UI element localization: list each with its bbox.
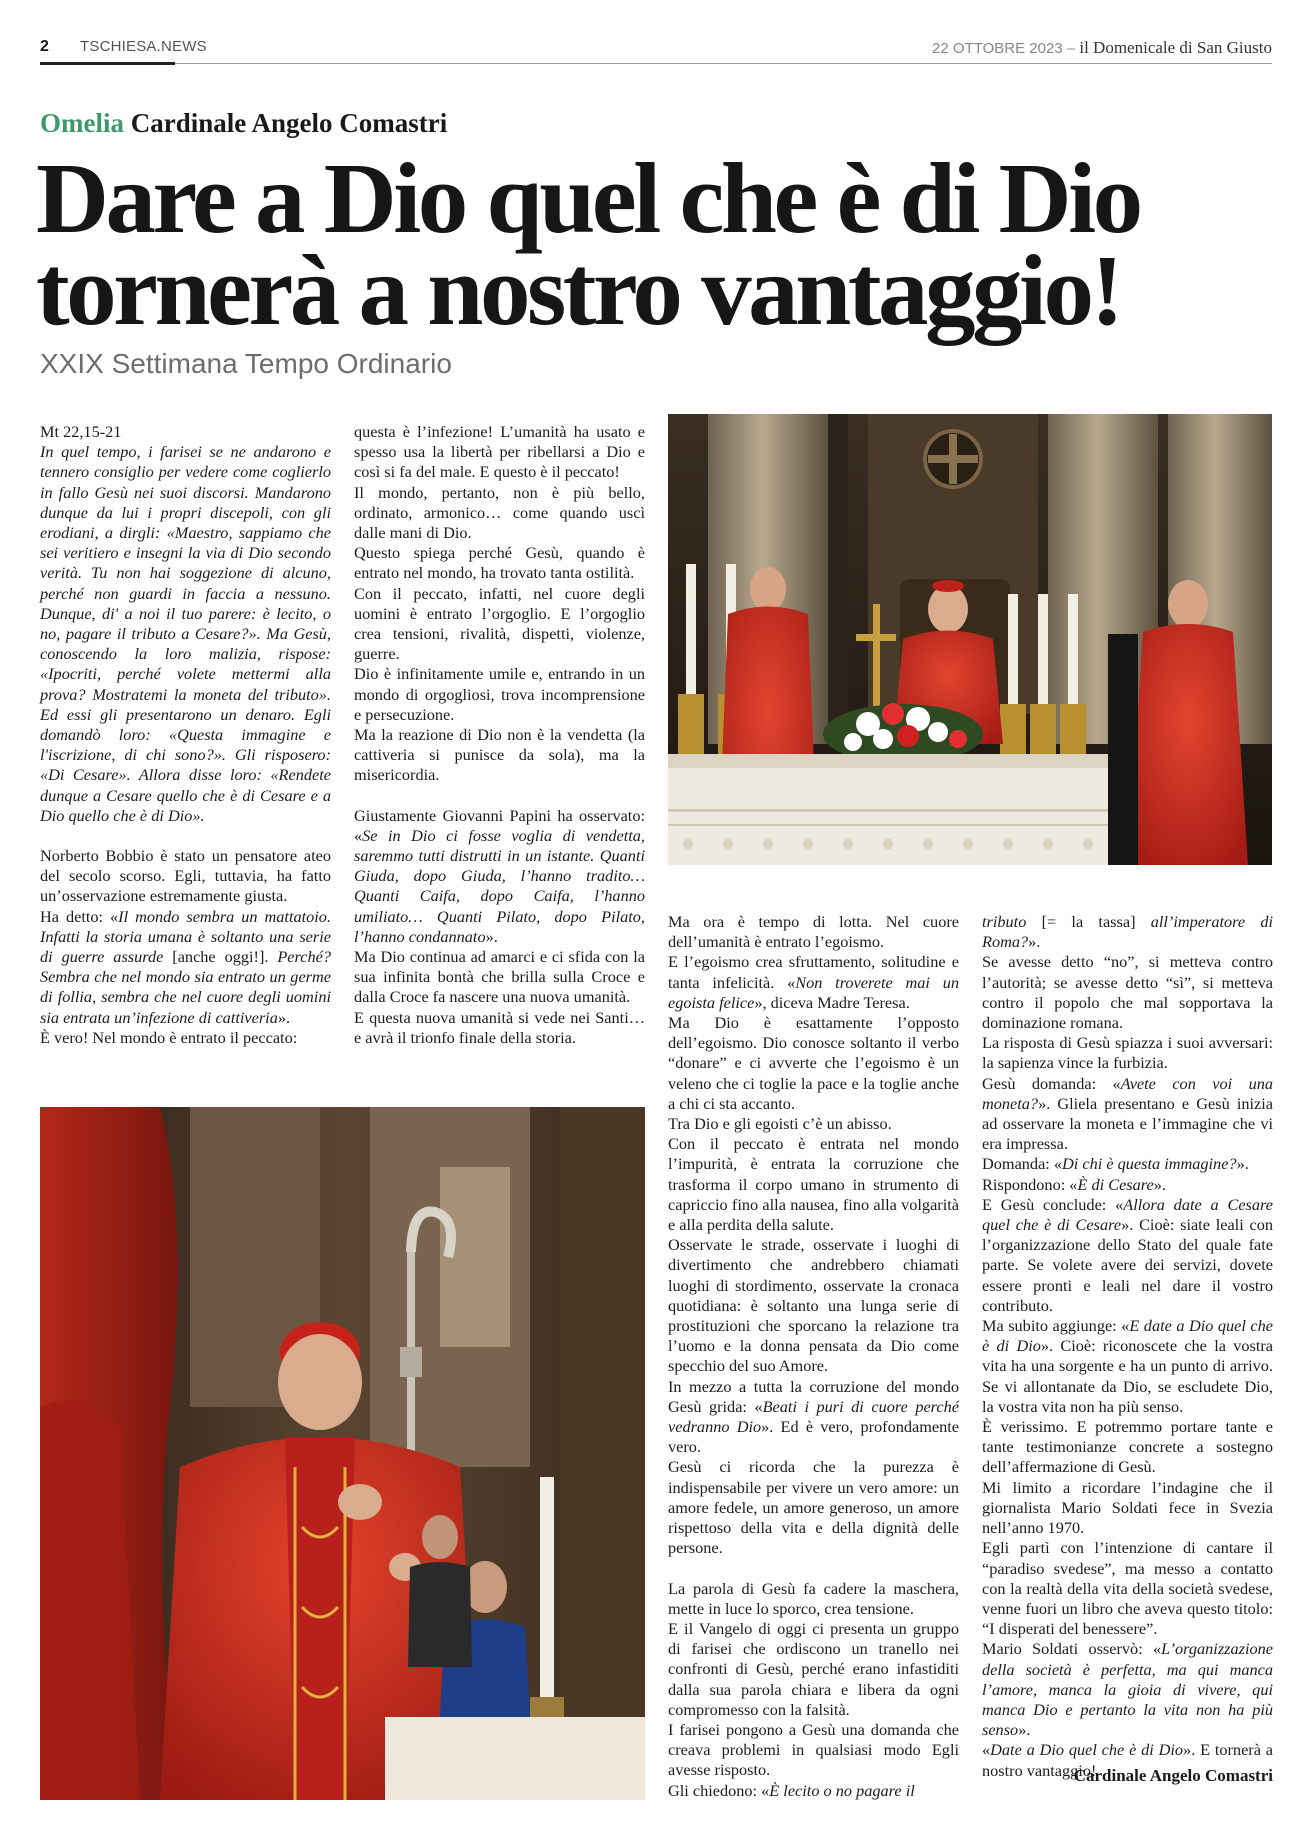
- paragraph: Mi limito a ricordare l’indagine che il giornalista Mario Soldati fece in Svezia nell’anno 1970.: [982, 1477, 1273, 1538]
- cardinal-photo-illustration: [40, 1107, 645, 1800]
- gospel-text: In quel tempo, i farisei se ne andarono e tennero consiglio per vedere come coglierlo in fallo Gesù nei suoi discorsi. Mandarono dunque da lui i propri discepoli, con gli erodiani, a dirgli: «Maestro, sappiamo che sei veritiero e insegni la via di Dio secondo verità. Tu non hai soggezione di alcuno, perché non guardi in faccia a nessuno. Dunque, di' a noi il tuo parere: è lecito, o no, pagare il tributo a Cesare?». Ma Gesù, conoscendo la loro malizia, rispose: «Ipocriti, perché volete mettermi alla prova? Mostratemi la moneta del tributo». Ed essi gli presentarono un denaro. Egli domandò loro: «Questa immagine e l'iscrizione, di chi sono?». Gli risposero: «Di Cesare». Allora disse loro: «Rendete dunque a Cesare quello che è di Cesare e a Dio quello che è di Dio».: [40, 442, 331, 825]
- altar-photo-illustration: [668, 414, 1272, 865]
- page-header: [40, 38, 1272, 64]
- headline-line-1: Dare a Dio quel che è di Dio: [36, 142, 1140, 254]
- paragraph: I farisei pongono a Gesù una domanda che creava problemi in qualsiasi modo Egli avesse risposto.: [668, 1719, 959, 1780]
- paragraph: Rispondono: «È di Cesare».: [982, 1174, 1166, 1194]
- paragraph: Questo spiega perché Gesù, quando è entrato nel mondo, ha trovato tanta ostilità.: [354, 543, 645, 583]
- paragraph: Ma Dio continua ad amarci e ci sfida con la sua infinita bontà che brilla sulla Croce e dalla Croce fa nascere una nuova umanità.: [354, 947, 645, 1007]
- paragraph: Tra Dio e gli egoisti c’è un abisso.: [668, 1114, 892, 1134]
- paragraph: Gesù ci ricorda che la purezza è indispensabile per vivere un vero amore: un amore fedele, un amore generoso, un amore rispettoso della vita e della dignità delle persone.: [668, 1457, 959, 1558]
- paragraph: E il Vangelo di oggi ci presenta un gruppo di farisei che ordiscono un tranello nei confronti di Gesù, perché erano infastiditi dalla sua parola chiara e libera da ogni compromesso con la falsità.: [668, 1618, 959, 1719]
- paragraph: È vero! Nel mondo è entrato il peccato:: [40, 1027, 298, 1047]
- paragraph: Dio è infinitamente umile e, entrando in un mondo di orgogliosi, trova incomprensione e persecuzione.: [354, 664, 645, 724]
- author-label: Cardinale Angelo Comastri: [130, 108, 448, 138]
- header-rule-accent: [40, 62, 175, 65]
- paragraph: Giustamente Giovanni Papini ha osservato: «Se in Dio ci fosse voglia di vendetta, saremmo tutti distrutti in un istante. Quanti Giuda, dopo Giuda, l’hanno tradito… Quanti Caifa, dopo Caifa, l’hanno umiliato… Quanti Pilato, dopo Pilato, l’hanno condannato».: [354, 805, 645, 946]
- paragraph: Egli partì con l’intenzione di cantare il “paradiso svedese”, ma messo a contatto con la realtà della vita della società svedese, venne fuori un libro che aveva questo titolo: “I disperati del benessere”.: [982, 1538, 1273, 1639]
- gospel-reference: Mt 22,15-21: [40, 422, 122, 441]
- paragraph: Ha detto: «Il mondo sembra un mattatoio. Infatti la storia umana è soltanto una serie di guerre assurde [anche oggi!]. Perché? Sembra che nel mondo sia entrato un germe di follia, sembra che nel cuore degli uomini sia entrata un’infezione di cattiveria».: [40, 906, 332, 1027]
- issue-name: il Domenicale di San Giusto: [1079, 38, 1272, 57]
- column-2: [354, 422, 645, 1048]
- paragraph: Se avesse detto “no”, si metteva contro l’autorità; se avesse detto “sì”, si metteva contro il popolo che mal sopportava la dominazione romana.: [982, 952, 1273, 1033]
- column-4: [982, 912, 1273, 1781]
- paragraph: È verissimo. E potremmo portare tante e tante testimonianze concrete a sostegno dell’affermazione di Gesù.: [982, 1417, 1273, 1477]
- paragraph: Osservate le strade, osservate i luoghi di divertimento che andrebbero chiamati luoghi di stordimento, osservate la cronaca quotidiana: è soltanto una lunga serie di prostituzioni che sporcano la relazione tra l’uomo e la donna pensata da Dio come specchio del suo Amore.: [668, 1235, 959, 1376]
- subtitle: XXIX Settimana Tempo Ordinario: [40, 348, 452, 379]
- paragraph: Con il peccato, infatti, nel cuore degli uomini è entrato l’orgoglio. E l’orgoglio crea tensioni, rivalità, dispetti, violenze, guerre.: [354, 583, 645, 664]
- paragraph: In mezzo a tutta la corruzione del mondo Gesù grida: «Beati i puri di cuore perché vedranno Dio». Ed è vero, profondamente vero.: [668, 1376, 960, 1457]
- header-rule: [40, 63, 1272, 64]
- paragraph: Ma la reazione di Dio non è la vendetta (la cattiveria si punisce da sola), ma la misericordia.: [354, 725, 645, 785]
- paragraph: Con il peccato è entrata nel mondo l’impurità, è entrata la corruzione che trasforma il corpo umano in strumento di capriccio fino alla nausea, fino alla volgarità e alla perdita della salute.: [668, 1134, 959, 1235]
- headline: [36, 142, 1286, 346]
- paragraph: E questa nuova umanità si vede nei Santi… e avrà il trionfo finale della storia.: [354, 1007, 645, 1047]
- section-label: Omelia: [40, 108, 124, 138]
- cardinal-photo: [40, 1107, 645, 1800]
- paragraph: E Gesù conclude: «Allora date a Cesare quel che è di Cesare». Cioè: siate leali con l’organizzazione dello Stato del quale fate parte. Se volete avere dei servizi, dovete essere pronti e leali nel dare il vostro contributo.: [982, 1194, 1273, 1315]
- paragraph: E l’egoismo crea sfruttamento, solitudine e tanta infelicità. «Non troverete mai un egoista felice», diceva Madre Teresa.: [668, 952, 959, 1012]
- paragraph: La parola di Gesù fa cadere la maschera, mette in luce lo sporco, crea tensione.: [668, 1578, 959, 1618]
- paragraph: Ma Dio è esattamente l’opposto dell’egoismo. Dio conosce soltanto il verbo “donare” e ci avverte che l’egoismo è un veleno che ci toglie la pace e la toglie anche a chi ci sta accanto.: [668, 1013, 959, 1113]
- paragraph: Norberto Bobbio è stato un pensatore ateo del secolo scorso. Egli, tuttavia, ha fatto un’osservazione estremamente giusta.: [40, 846, 331, 906]
- paragraph: Gesù domanda: «Avete con voi una moneta?». Gliela presentano e Gesù inizia ad osservare la moneta e l’immagine che vi era impressa.: [982, 1073, 1273, 1154]
- paragraph: Il mondo, pertanto, non è più bello, ordinato, armonico… come quando uscì dalle mani di Dio.: [354, 482, 645, 543]
- paragraph: tributo [= la tassa] all’imperatore di Roma?».: [982, 912, 1273, 952]
- paragraph: Domanda: «Di chi è questa immagine?».: [982, 1154, 1249, 1174]
- article-kicker: [40, 108, 447, 139]
- site-name[interactable]: TSCHIESA.NEWS: [80, 38, 207, 55]
- paragraph: Ma subito aggiunge: «E date a Dio quel che è di Dio». Cioè: riconoscete che la vostra vita ha una sorgente e ha un punto di arrivo. Se vi allontanate da Dio, se escludete Dio, la vostra vita non ha più senso.: [982, 1316, 1274, 1416]
- paragraph: Gli chiedono: «È lecito o no pagare il: [668, 1780, 915, 1800]
- paragraph: La risposta di Gesù spiazza i suoi avversari: la sapienza vince la furbizia.: [982, 1033, 1273, 1073]
- column-1: [40, 422, 331, 1048]
- issue-info: [932, 38, 1272, 58]
- altar-photo: [668, 414, 1272, 865]
- issue-date: 22 OTTOBRE 2023 –: [932, 40, 1076, 57]
- paragraph: Mario Soldati osservò: «L’organizzazione della società è perfetta, ma qui manca l’amore, manca la gioia di vivere, qui manca Dio e pertanto la vita non ha più senso».: [982, 1639, 1273, 1740]
- paragraph: questa è l’infezione! L’umanità ha usato e spesso usa la libertà per ribellarsi a Dio e così si fa del male. E questo è il peccato!: [354, 422, 645, 482]
- column-3: [668, 912, 959, 1801]
- author-signature: Cardinale Angelo Comastri: [1073, 1766, 1273, 1785]
- headline-line-2: tornerà a nostro vantaggio!: [36, 234, 1121, 346]
- paragraph: Ma ora è tempo di lotta. Nel cuore dell’umanità è entrato l’egoismo.: [668, 912, 959, 952]
- paragraph: «Date a Dio quel che è di Dio». E tornerà a nostro vantaggio!: [982, 1740, 1273, 1780]
- page-number: 2: [40, 38, 49, 55]
